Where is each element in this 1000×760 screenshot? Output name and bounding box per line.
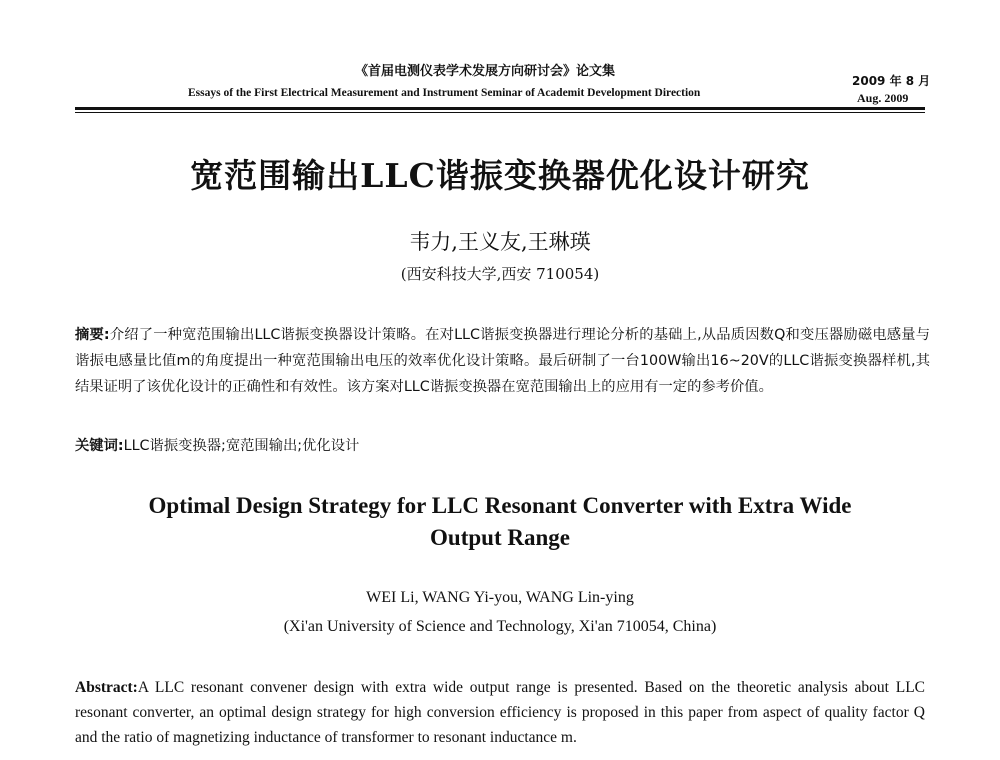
abstract-en-text: A LLC resonant convener design with extra wide output range is presented. Based on the theoretic analysis about LLC resonant converter, an optimal design strategy for high conversion efficiency is proposed in this paper from aspect of quality factor Q and the ratio of magnetizing inductance of transformer to resonant inductance m.: [75, 679, 925, 746]
header-rule-thin: [75, 112, 925, 113]
journal-title-cn: 《首届电测仪表学术发展方向研讨会》论文集: [355, 64, 616, 79]
paper-title-en-line2: Output Range: [430, 525, 570, 550]
header-rule-thick: [75, 107, 925, 110]
authors-en: WEI Li, WANG Yi-you, WANG Lin-ying: [366, 589, 634, 606]
affiliation-en: (Xi'an University of Science and Technology, Xi'an 710054, China): [283, 618, 717, 635]
abstract-cn-label: 摘要:: [75, 327, 110, 343]
abstract-en-label: Abstract:: [75, 679, 138, 696]
authors-cn: 韦力,王义友,王琳瑛: [409, 230, 591, 254]
abstract-en: [75, 675, 925, 750]
keywords-cn-label: 关键词:: [75, 438, 124, 454]
journal-title-en: Essays of the First Electrical Measurement and Instrument Seminar of Academit Development Direction: [188, 87, 701, 99]
abstract-cn-text: 介绍了一种宽范围输出LLC谐振变换器设计策略。在对LLC谐振变换器进行理论分析的基础上,从品质因数Q和变压器励磁电感量与谐振电感量比值m的角度提出一种宽范围输出电压的效率优化设计策略。最后研制了一台100W输出16~20V的LLC谐振变换器样机,其结果证明了该优化设计的正确性和有效性。该方案对LLC谐振变换器在宽范围输出上的应用有一定的参考价值。: [75, 327, 931, 395]
affiliation-cn: (西安科技大学,西安 710054): [400, 265, 600, 283]
publication-date-cn: 2009 年 8 月: [852, 74, 931, 88]
keywords-cn: [75, 435, 359, 455]
publication-date-en: Aug. 2009: [857, 91, 909, 105]
keywords-cn-text: LLC谐振变换器;宽范围输出;优化设计: [123, 438, 360, 454]
paper-title-cn: 宽范围输出LLC谐振变换器优化设计研究: [190, 156, 810, 195]
paper-title-en-line1: Optimal Design Strategy for LLC Resonant Converter with Extra Wide: [148, 493, 852, 518]
paper-title-en: [0, 490, 1000, 554]
abstract-cn: [75, 322, 930, 400]
